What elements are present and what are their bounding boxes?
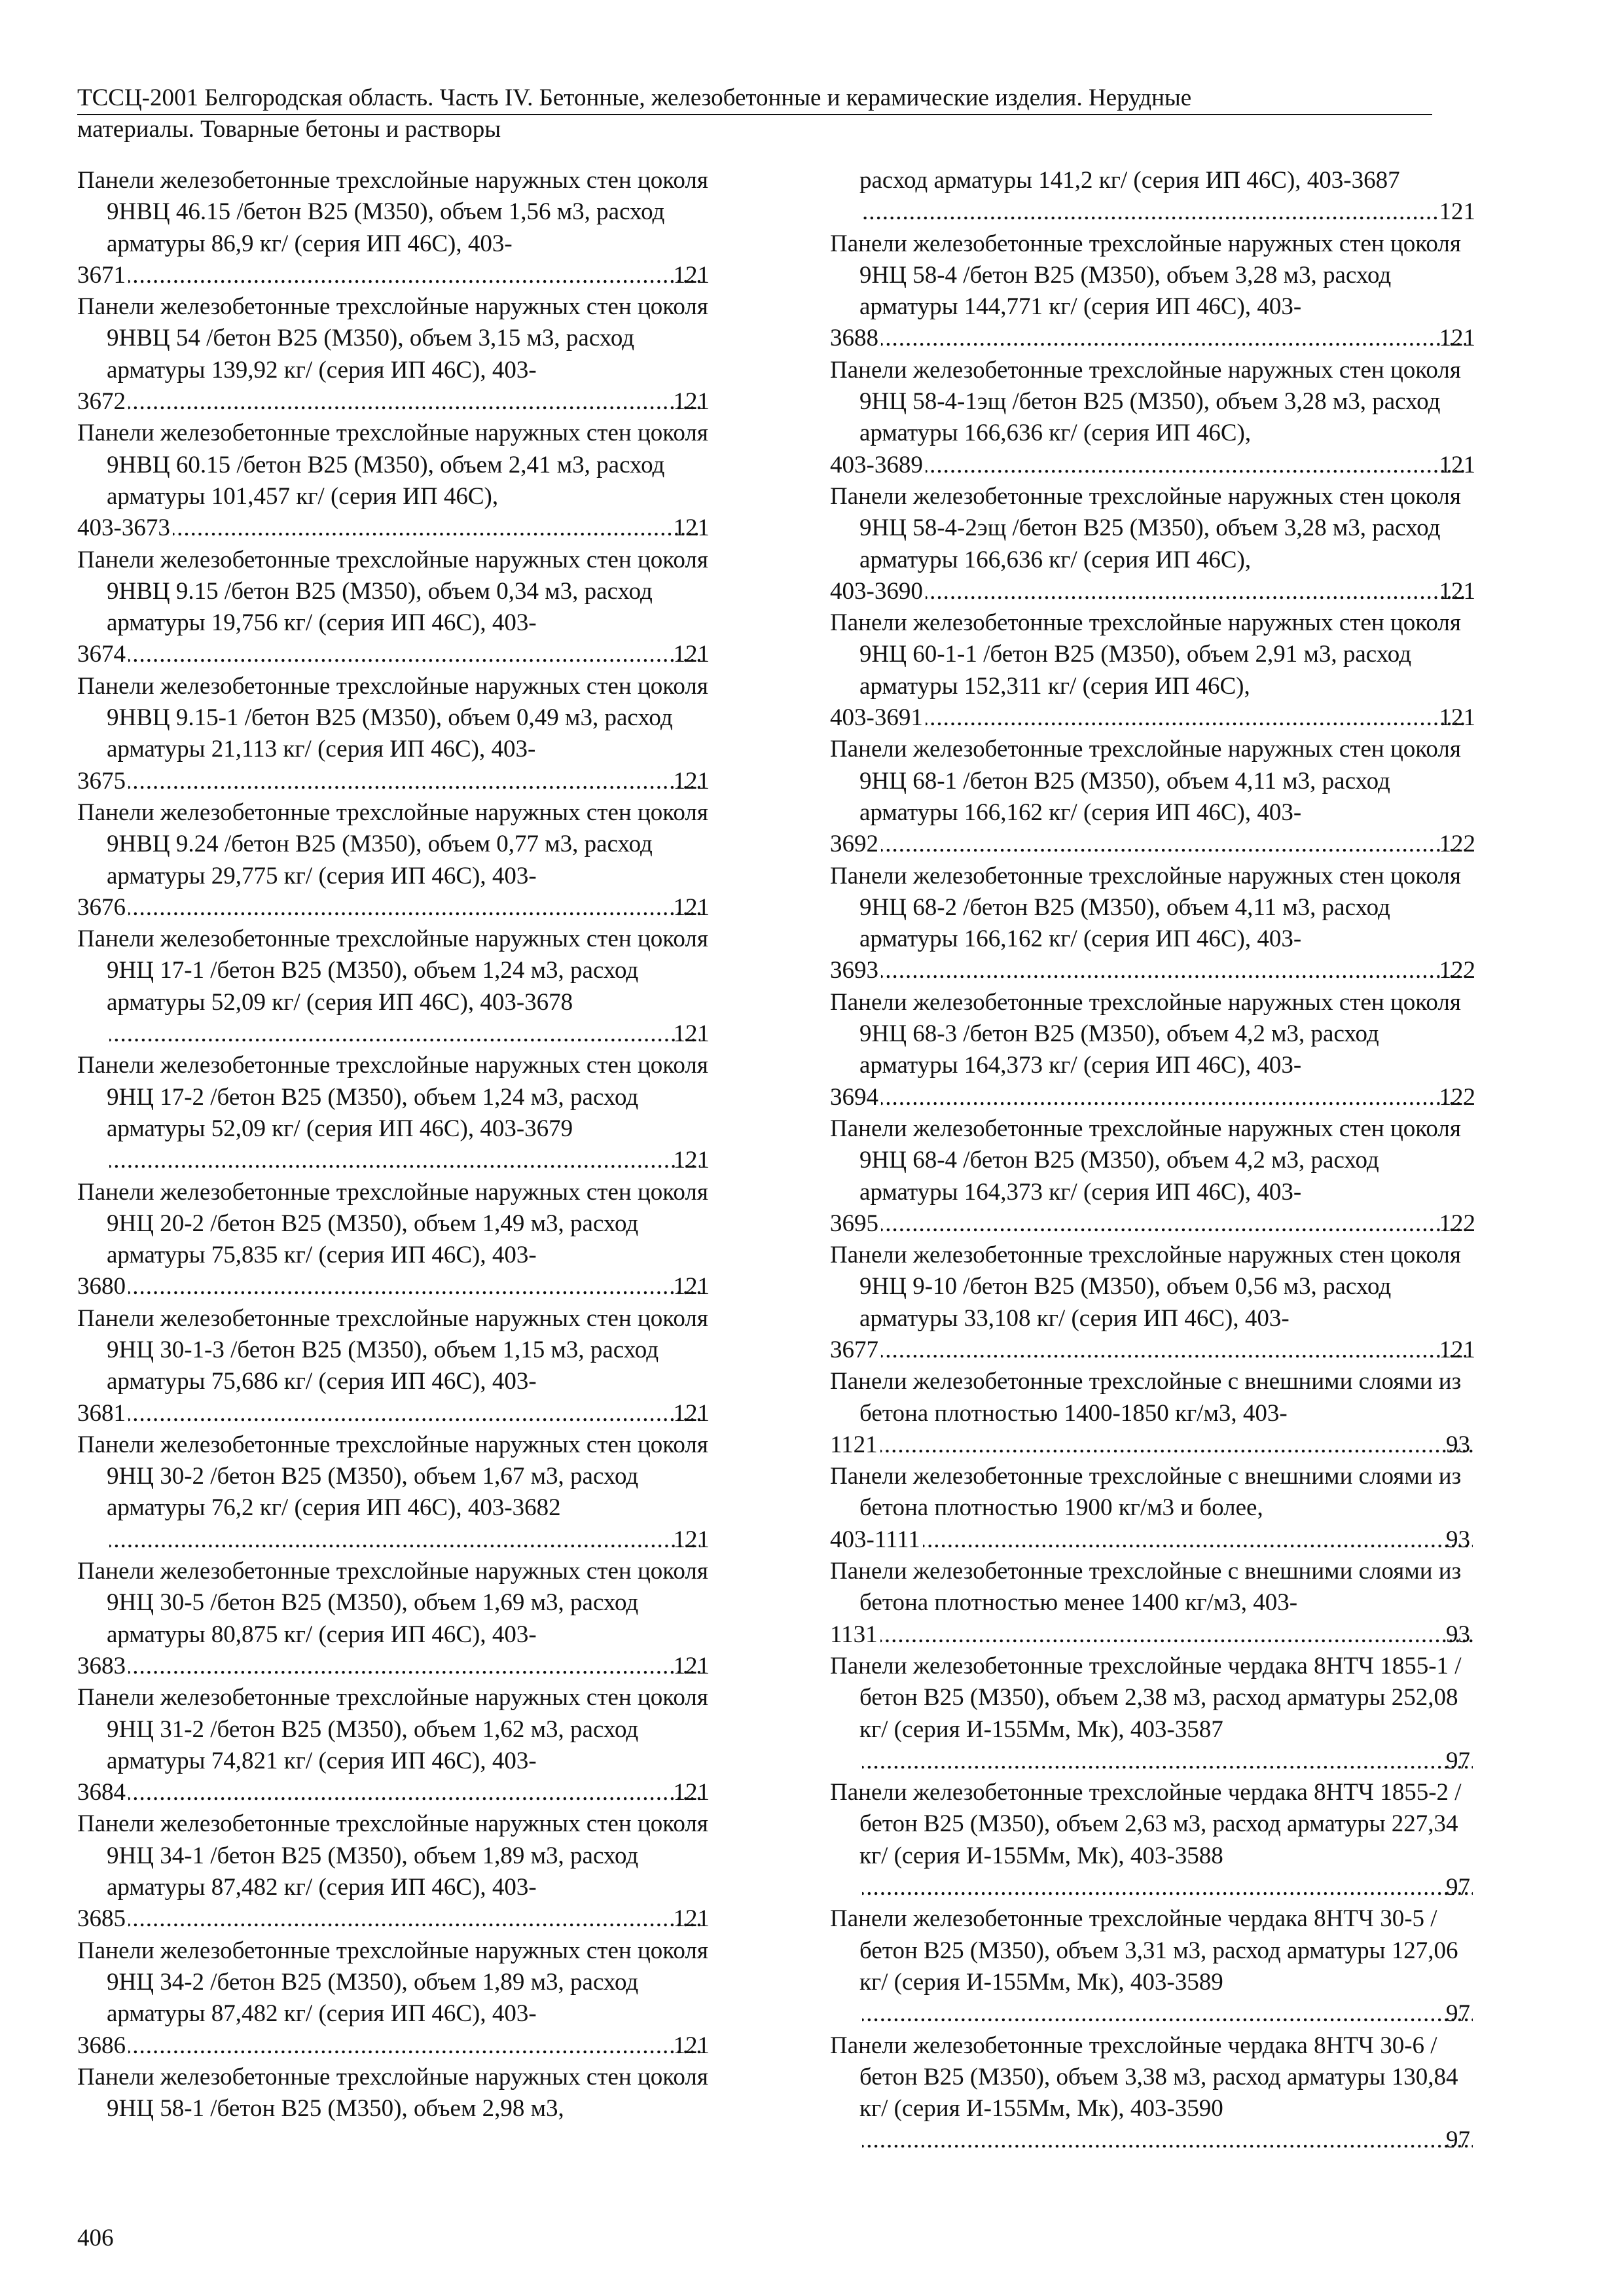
entry-code-tail: 3680	[77, 1273, 126, 1300]
entry-leader-line	[107, 1145, 710, 1176]
entry-leader-line	[830, 702, 1475, 734]
entry-text: Панели железобетонные трехслойные наружных стен цоколя 9НЦ 30-1-3 /бетон В25 (М350), объем 1,15 м3, расход арматуры 75,686 кг/ (серия ИП 46С), 403-	[77, 1304, 708, 1395]
entry-code-tail: 3692	[830, 831, 878, 858]
entry-text: Панели железобетонные трехслойные с внешними слоями из бетона плотностью 1400-1850 кг/м3, 403-	[830, 1368, 1462, 1427]
dot-leader	[128, 892, 700, 924]
entry-page-ref: 121	[1439, 325, 1475, 352]
entry-text: Панели железобетонные трехслойные наружных стен цоколя 9НЦ 30-5 /бетон В25 (М350), объем 1,69 м3, расход арматуры 80,875 кг/ (серия ИП 46С), 403-	[77, 1558, 708, 1648]
dot-leader	[128, 1398, 700, 1429]
entry-text: Панели железобетонные трехслойные с внешними слоями из бетона плотностью менее 1400 кг/м3, 403-	[830, 1558, 1462, 1617]
index-entry	[830, 1651, 1475, 1777]
index-entry	[830, 2030, 1475, 2157]
index-entry	[77, 418, 710, 544]
entry-leader-line	[77, 1777, 710, 1808]
index-entry-continued: Панели железобетонные трехслойные наружных стен цоколя 9НЦ 58-1 /бетон В25 (М350), объем 2,98 м3,	[77, 2063, 708, 2123]
entry-text: Панели железобетонные трехслойные наружных стен цоколя 9НЦ 68-4 /бетон В25 (М350), объем 4,2 м3, расход арматуры 164,373 кг/ (серия ИП 46С), 403-	[830, 1115, 1461, 1206]
entry-code-tail: 403-1111	[830, 1526, 920, 1553]
dot-leader	[926, 576, 1466, 607]
entry-leader-line	[859, 196, 1475, 228]
entry-page-ref: 121	[1439, 577, 1475, 605]
index-entry	[830, 1366, 1475, 1461]
index-entry	[830, 355, 1475, 481]
entry-code-tail: 3684	[77, 1779, 126, 1806]
entry-text: Панели железобетонные трехслойные наружных стен цоколя 9НВЦ 9.15 /бетон В25 (М350), объем 0,34 м3, расход арматуры 19,756 кг/ (серия ИП 46С), 403-	[77, 546, 708, 637]
entry-leader-line	[830, 323, 1475, 354]
running-header	[77, 84, 1432, 144]
entry-page-ref: 121	[673, 1652, 710, 1679]
dot-leader	[109, 1018, 700, 1050]
entry-leader-line: 403-1111 ..... 93	[859, 1524, 1475, 1556]
entry-code-tail: 3676	[77, 893, 126, 921]
index-entry	[77, 1429, 710, 1556]
index-entry	[830, 1461, 1475, 1556]
entry-leader-line	[77, 766, 710, 797]
entry-leader-line	[830, 829, 1475, 860]
index-entry	[77, 797, 710, 924]
entry-text: Панели железобетонные трехслойные чердака 8НТЧ 1855-1 /бетон В25 (М350), объем 2,38 м3, расход арматуры 252,08 кг/ (серия И-155Мм, Мк), 403-3587	[830, 1652, 1462, 1743]
entry-page-ref: 121	[673, 893, 710, 921]
index-entry	[77, 1177, 710, 1303]
entry-text: Панели железобетонные трехслойные наружных стен цоколя 9НЦ 34-1 /бетон В25 (М350), объем 1,89 м3, расход арматуры 87,482 кг/ (серия ИП 46С), 403-	[77, 1810, 708, 1901]
entry-code-tail: 403-3691	[830, 704, 923, 732]
entry-text: Панели железобетонные трехслойные наружных стен цоколя 9НЦ 30-2 /бетон В25 (М350), объем 1,67 м3, расход арматуры 76,2 кг/ (серия ИП 46С), 403-3682	[77, 1431, 708, 1522]
index-entry	[77, 1303, 710, 1429]
entry-leader-line	[830, 576, 1475, 607]
entry-text: Панели железобетонные трехслойные наружных стен цоколя 9НЦ 68-2 /бетон В25 (М350), объем 4,11 м3, расход арматуры 166,162 кг/ (серия ИП 46С), 403-	[830, 862, 1461, 953]
entry-leader-line	[77, 386, 710, 418]
entry-text: Панели железобетонные трехслойные с внешними слоями из бетона плотностью 1900 кг/м3 и более,	[830, 1463, 1462, 1522]
entry-text: Панели железобетонные трехслойные наружных стен цоколя 9НЦ 60-1-1 /бетон В25 (М350), объем 2,91 м3, расход арматуры 152,311 кг/ (серия ИП 46С),	[830, 609, 1461, 700]
index-entry	[830, 1777, 1475, 1903]
entry-page-ref: 121	[673, 767, 710, 795]
entry-page-ref: 122	[1439, 1210, 1475, 1237]
index-entry	[830, 861, 1475, 987]
index-entry	[830, 1903, 1475, 2030]
index-entry	[77, 671, 710, 797]
dot-leader	[862, 1872, 1473, 1903]
entry-page-ref: 121	[1439, 198, 1475, 226]
entry-leader-line	[77, 512, 710, 544]
dot-leader	[880, 1429, 1473, 1461]
entry-text: Панели железобетонные трехслойные чердака 8НТЧ 1855-2 /бетон В25 (М350), объем 2,63 м3, расход арматуры 227,34 кг/ (серия И-155Мм, Мк), 403-3588	[830, 1779, 1462, 1869]
index-column-left	[77, 165, 710, 2125]
entry-leader-line	[77, 2030, 710, 2062]
entry-page-ref: 121	[673, 1905, 710, 1933]
header-line-1: ТССЦ-2001 Белгородская область. Часть IV. Бетонные, железобетонные и керамические изделия. Нерудные	[77, 84, 1432, 115]
entry-text: Панели железобетонные трехслойные наружных стен цоколя 9НЦ 17-2 /бетон В25 (М350), объем 1,24 м3, расход арматуры 52,09 кг/ (серия ИП 46С), 403-3679	[77, 1052, 708, 1142]
dot-leader	[881, 1082, 1466, 1113]
entry-page-ref: 121	[673, 261, 710, 289]
entry-text: Панели железобетонные трехслойные наружных стен цоколя 9НВЦ 54 /бетон В25 (М350), объем 3,15 м3, расход арматуры 139,92 кг/ (серия ИП 46С), 403-	[77, 293, 708, 384]
entry-code-tail: 3681	[77, 1399, 126, 1427]
entry-leader-line	[77, 260, 710, 291]
dot-leader	[128, 1777, 700, 1808]
dot-leader	[862, 196, 1437, 228]
dot-leader	[128, 260, 700, 291]
index-entry	[830, 481, 1475, 607]
dot-leader	[881, 1208, 1466, 1240]
entry-code-tail: 403-3689	[830, 451, 923, 478]
entry-text: расход арматуры 141,2 кг/ (серия ИП 46С), 403-3687	[859, 167, 1400, 194]
dot-leader	[923, 1524, 1473, 1556]
entry-text: Панели железобетонные трехслойные чердака 8НТЧ 30-5 /бетон В25 (М350), объем 3,31 м3, расход арматуры 127,06 кг/ (серия И-155Мм, Мк), 403-3589	[830, 1905, 1458, 1996]
dot-leader	[109, 1145, 700, 1176]
index-entry	[830, 734, 1475, 860]
entry-text: Панели железобетонные трехслойные наружных стен цоколя 9НЦ 17-1 /бетон В25 (М350), объем 1,24 м3, расход арматуры 52,09 кг/ (серия ИП 46С), 403-3678	[77, 925, 708, 1016]
entry-leader-line	[77, 892, 710, 924]
dot-leader	[128, 1651, 700, 1682]
entry-leader-line	[107, 1018, 710, 1050]
entry-code-tail: 3694	[830, 1083, 878, 1111]
entry-leader-line	[830, 450, 1475, 481]
entry-leader-line	[77, 1903, 710, 1935]
header-line-2: материалы. Товарные бетоны и растворы	[77, 116, 501, 143]
index-entry	[830, 607, 1475, 734]
entry-leader-line	[77, 1398, 710, 1429]
index-entry-continuation	[830, 165, 1475, 228]
entry-leader-line	[830, 1208, 1475, 1240]
index-entry	[77, 1050, 710, 1176]
entry-page-ref: 122	[1439, 957, 1475, 984]
dot-leader	[880, 1619, 1473, 1651]
entry-code-tail: 1131	[830, 1621, 878, 1648]
entry-text: Панели железобетонные трехслойные наружных стен цоколя 9НЦ 20-2 /бетон В25 (М350), объем 1,49 м3, расход арматуры 75,835 кг/ (серия ИП 46С), 403-	[77, 1178, 708, 1269]
dot-leader	[926, 702, 1466, 734]
entry-page-ref: 121	[673, 2032, 710, 2059]
index-entry	[77, 291, 710, 418]
dot-leader	[128, 639, 700, 670]
entry-leader-line: ..... 97	[859, 1746, 1475, 1777]
entry-code-tail: 3695	[830, 1210, 878, 1237]
entry-code-tail: 403-3690	[830, 577, 923, 605]
index-entry	[77, 545, 710, 671]
entry-page-ref: 121	[673, 1273, 710, 1300]
index-entry	[77, 1808, 710, 1935]
entry-code-tail: 3688	[830, 325, 878, 352]
index-entry	[77, 1935, 710, 2062]
entry-code-tail: 3672	[77, 388, 126, 416]
entry-leader-line: 1131 ..... 93	[859, 1619, 1475, 1651]
entry-text: Панели железобетонные трехслойные наружных стен цоколя 9НВЦ 60.15 /бетон В25 (М350), объем 2,41 м3, расход арматуры 101,457 кг/ (серия ИП 46С),	[77, 420, 708, 510]
entry-leader-line: ..... 97	[859, 1872, 1475, 1903]
entry-page-ref: 122	[1439, 831, 1475, 858]
entry-text: Панели железобетонные трехслойные наружных стен цоколя 9НЦ 34-2 /бетон В25 (М350), объем 1,89 м3, расход арматуры 87,482 кг/ (серия ИП 46С), 403-	[77, 1937, 708, 2028]
entry-leader-line	[77, 1651, 710, 1682]
entry-page-ref: 121	[673, 514, 710, 542]
entry-text: Панели железобетонные трехслойные наружных стен цоколя 9НЦ 9-10 /бетон В25 (М350), объем 0,56 м3, расход арматуры 33,108 кг/ (серия ИП 46С), 403-	[830, 1242, 1461, 1332]
dot-leader	[881, 323, 1466, 354]
page-number: 406	[77, 2225, 114, 2251]
entry-page-ref: 121	[673, 1526, 710, 1553]
entry-text: Панели железобетонные трехслойные наружных стен цоколя 9НЦ 68-3 /бетон В25 (М350), объем 4,2 м3, расход арматуры 164,373 кг/ (серия ИП 46С), 403-	[830, 988, 1461, 1079]
index-entry	[830, 1556, 1475, 1651]
entry-text: Панели железобетонные трехслойные чердака 8НТЧ 30-6 /бетон В25 (М350), объем 3,38 м3, расход арматуры 130,84 кг/ (серия И-155Мм, Мк), 403-3590	[830, 2032, 1458, 2123]
entry-text: Панели железобетонные трехслойные наружных стен цоколя 9НВЦ 9.15-1 /бетон В25 (М350), объем 0,49 м3, расход арматуры 21,113 кг/ (серия ИП 46С), 403-	[77, 672, 708, 763]
dot-leader	[862, 1746, 1473, 1777]
entry-text: Панели железобетонные трехслойные наружных стен цоколя 9НЦ 58-4-2эщ /бетон В25 (М350), объем 3,28 м3, расход арматуры 166,636 кг/ (серия ИП 46С),	[830, 482, 1461, 573]
entry-text: Панели железобетонные трехслойные наружных стен цоколя 9НЦ 58-4-1эщ /бетон В25 (М350), объем 3,28 м3, расход арматуры 166,636 кг/ (серия ИП 46С),	[830, 356, 1461, 447]
entry-code-tail: 1121	[830, 1431, 878, 1458]
index-entry	[77, 924, 710, 1050]
entry-page-ref: 121	[1439, 1336, 1475, 1363]
entry-page-ref: 122	[1439, 1083, 1475, 1111]
dot-leader	[109, 1524, 700, 1556]
dot-leader	[881, 955, 1466, 986]
dot-leader	[128, 1271, 700, 1302]
index-entry	[77, 165, 710, 291]
entry-leader-line	[830, 1082, 1475, 1113]
entry-code-tail: 3686	[77, 2032, 126, 2059]
dot-leader	[128, 1903, 700, 1935]
index-entry	[77, 1556, 710, 1682]
entry-code-tail: 3675	[77, 767, 126, 795]
entry-code-tail: 3677	[830, 1336, 878, 1363]
index-entry	[830, 987, 1475, 1113]
entry-text: Панели железобетонные трехслойные наружных стен цоколя 9НВЦ 9.24 /бетон В25 (М350), объем 0,77 м3, расход арматуры 29,775 кг/ (серия ИП 46С), 403-	[77, 798, 708, 889]
entry-page-ref: 121	[673, 388, 710, 416]
entry-code-tail: 3683	[77, 1652, 126, 1679]
entry-page-ref: 121	[673, 1779, 710, 1806]
entry-leader-line: ..... 97	[859, 1998, 1475, 2030]
entry-code-tail: 3693	[830, 957, 878, 984]
entry-leader-line	[107, 1524, 710, 1556]
entry-page-ref: 121	[673, 641, 710, 668]
entry-text: Панели железобетонные трехслойные наружных стен цоколя 9НЦ 58-4 /бетон В25 (М350), объем 3,28 м3, расход арматуры 144,771 кг/ (серия ИП 46С), 403-	[830, 230, 1461, 321]
dot-leader	[926, 450, 1466, 481]
entry-page-ref: 121	[1439, 451, 1475, 478]
dot-leader	[128, 766, 700, 797]
entry-code-tail: 3685	[77, 1905, 126, 1933]
entry-text: Панели железобетонные трехслойные наружных стен цоколя 9НЦ 68-1 /бетон В25 (М350), объем 4,11 м3, расход арматуры 166,162 кг/ (серия ИП 46С), 403-	[830, 736, 1461, 826]
entry-leader-line	[830, 955, 1475, 986]
index-column-right	[830, 165, 1475, 2157]
dot-leader	[881, 1335, 1466, 1366]
entry-leader-line	[77, 639, 710, 670]
entry-code-tail: 3671	[77, 261, 126, 289]
entry-code-tail: 403-3673	[77, 514, 170, 542]
dot-leader	[881, 829, 1466, 860]
entry-text: Панели железобетонные трехслойные наружных стен цоколя 9НЦ 31-2 /бетон В25 (М350), объем 1,62 м3, расход арматуры 74,821 кг/ (серия ИП 46С), 403-	[77, 1684, 708, 1774]
entry-page-ref: 121	[673, 1399, 710, 1427]
dot-leader	[173, 512, 700, 544]
entry-page-ref: 121	[673, 1020, 710, 1048]
dot-leader	[862, 2125, 1473, 2156]
dot-leader	[862, 1998, 1473, 2030]
entry-leader-line: ..... 97	[859, 2125, 1475, 2156]
index-entry	[830, 228, 1475, 355]
entry-page-ref: 121	[673, 1147, 710, 1174]
entry-leader-line	[830, 1335, 1475, 1366]
index-entry	[77, 1682, 710, 1808]
entry-leader-line: 1121 ..... 93	[859, 1429, 1475, 1461]
entry-leader-line	[77, 1271, 710, 1302]
index-entry	[830, 1240, 1475, 1366]
index-entry	[830, 1113, 1475, 1240]
dot-leader	[128, 386, 700, 418]
entry-code-tail: 3674	[77, 641, 126, 668]
entry-page-ref: 121	[1439, 704, 1475, 732]
dot-leader	[128, 2030, 700, 2062]
entry-text: Панели железобетонные трехслойные наружных стен цоколя 9НВЦ 46.15 /бетон В25 (М350), объем 1,56 м3, расход арматуры 86,9 кг/ (серия ИП 46С), 403-	[77, 167, 708, 257]
